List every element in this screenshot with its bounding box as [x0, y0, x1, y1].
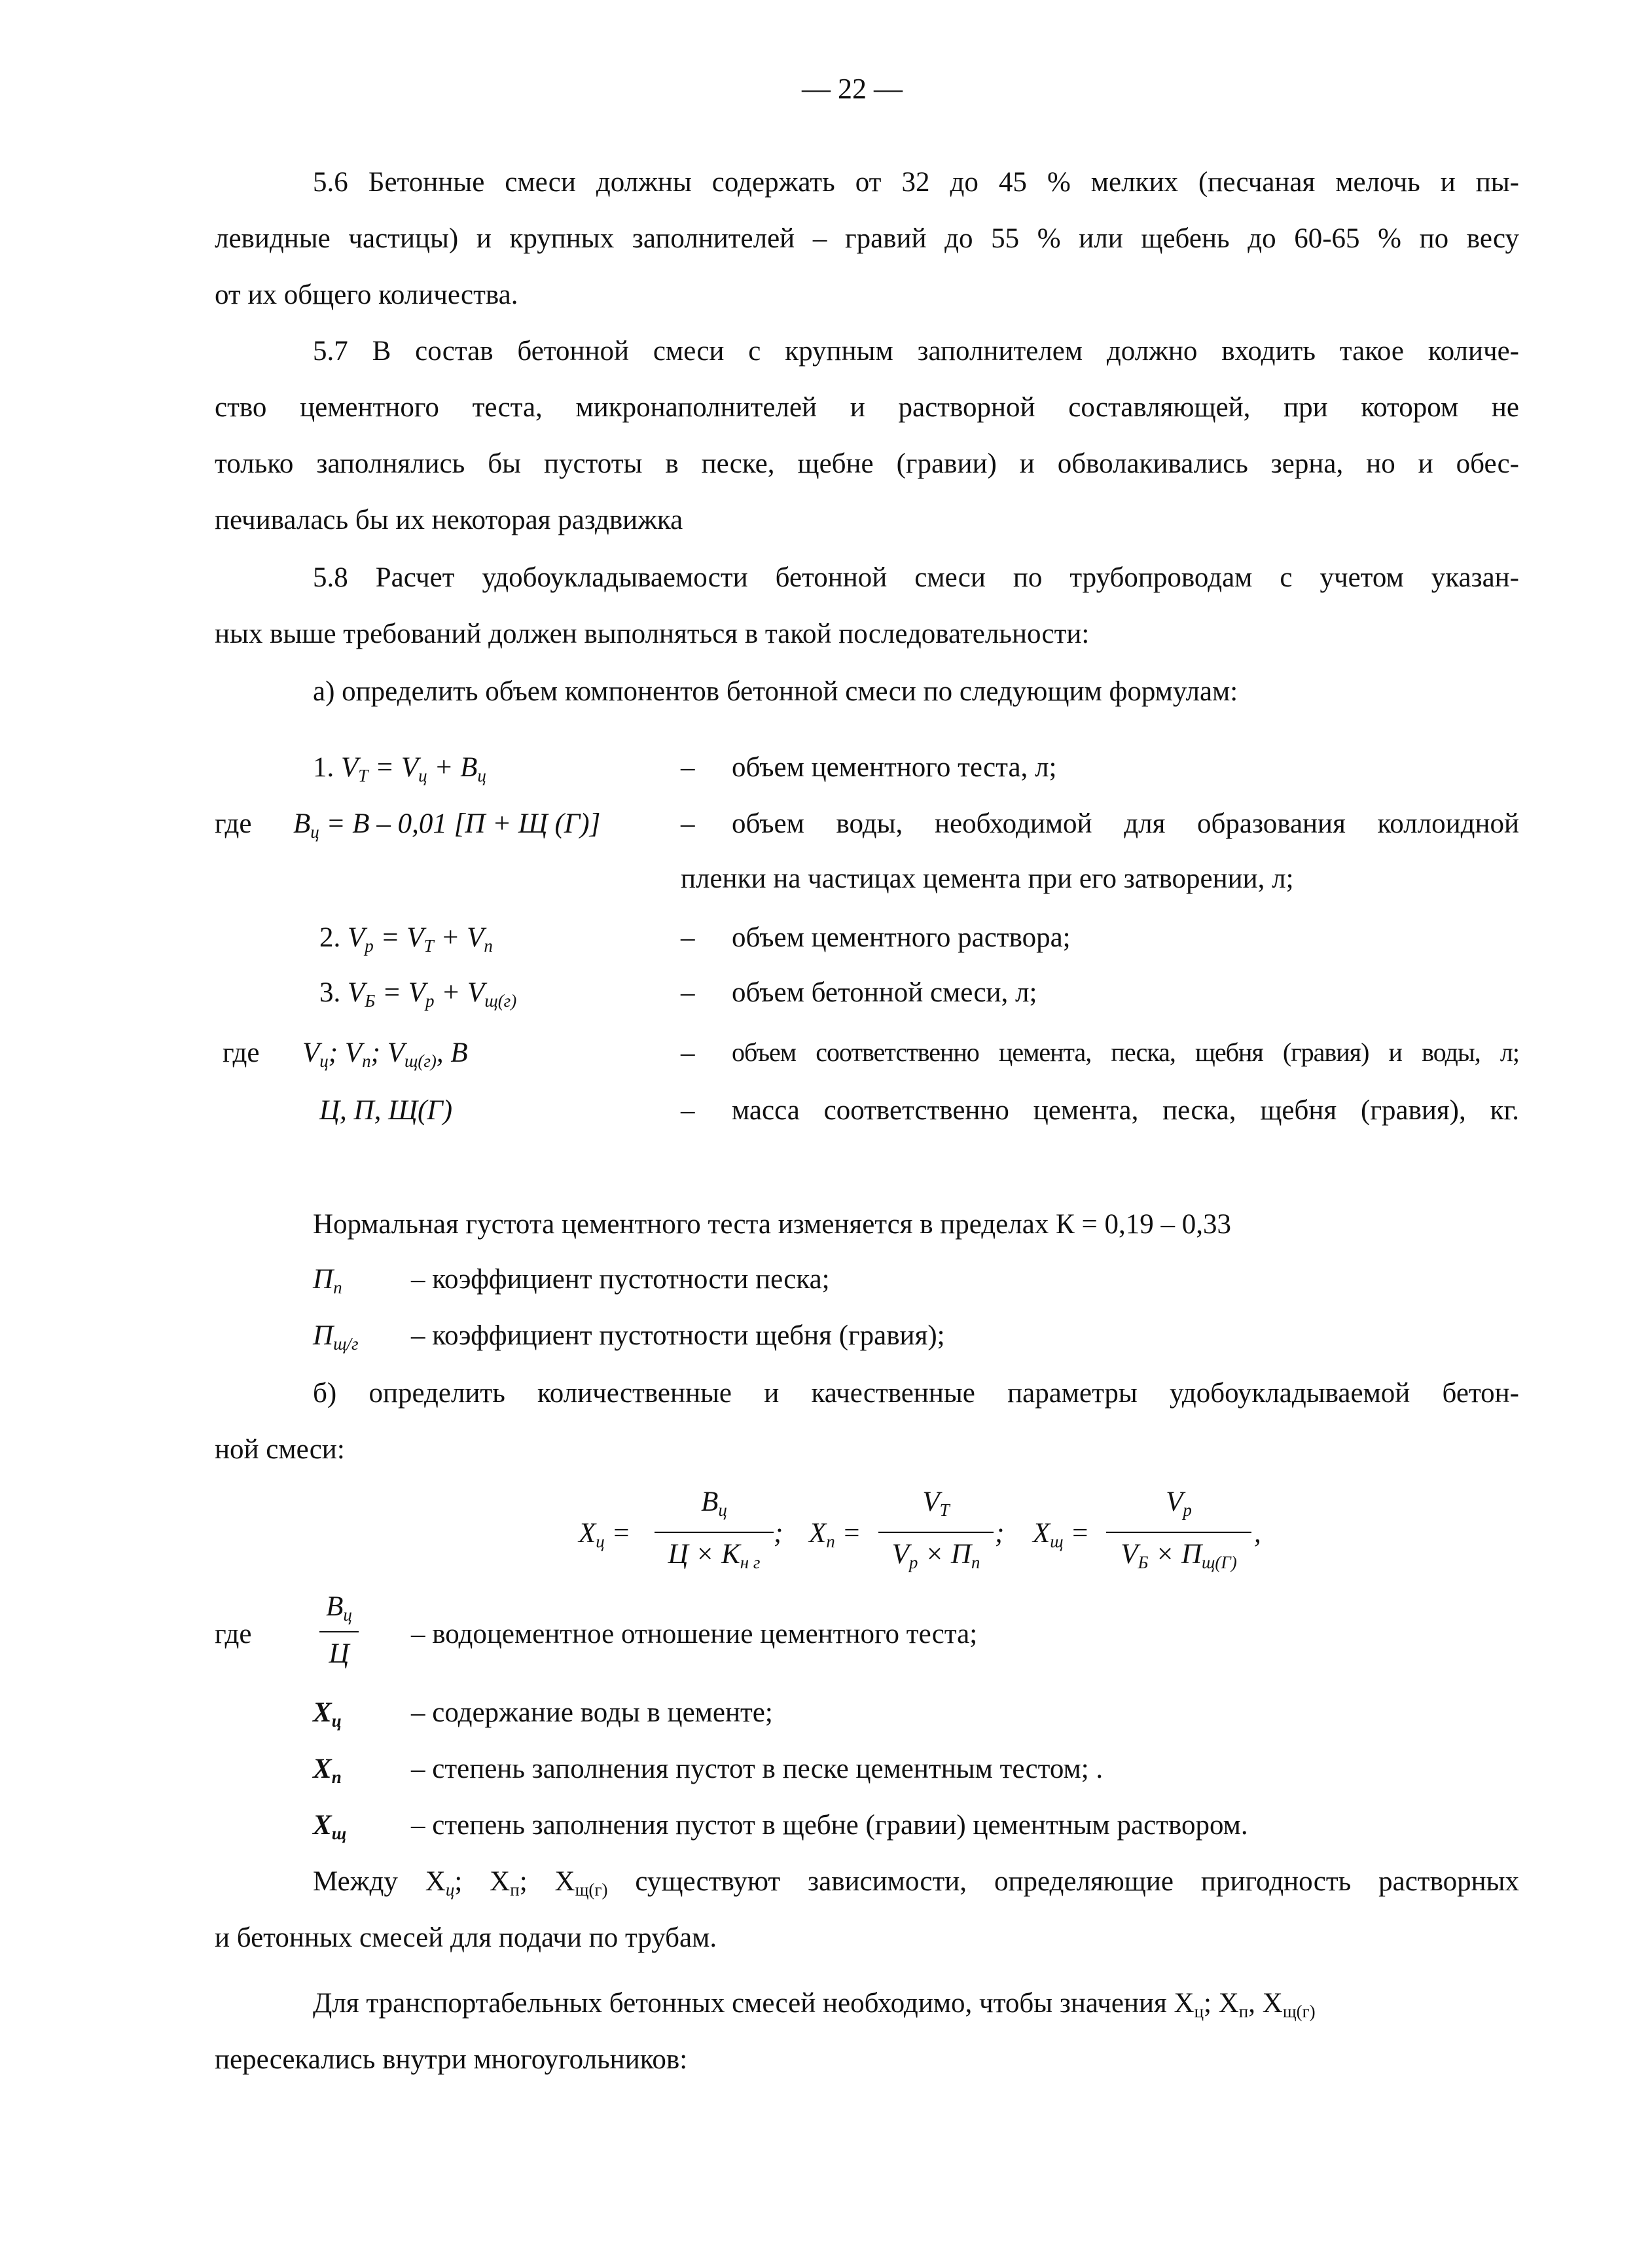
pn-desc: – коэффициент пустотности песка; — [411, 1264, 830, 1295]
item-a: а) определить объем компонентов бетонной смеси по следующим формулам: — [313, 676, 1238, 707]
mass-dash: – — [681, 1095, 695, 1126]
item-b-line-2: ной смеси: — [215, 1434, 345, 1465]
eq-xp-lhs: $X_п$ = — [809, 1518, 861, 1551]
para-5-8-line-2: ных выше требований должен выполняться в такой последовательности: — [215, 619, 1090, 649]
formula-3-dash: – — [681, 977, 695, 1008]
mass-desc: масса соответственно цемента, песка, щебня (гравия), кг. — [732, 1095, 1519, 1126]
volume-desc: объем соответственно цемента, песка, щебня (гравия) и воды, л; — [732, 1037, 1519, 1067]
formula-water: $В_ц = В - 0,01$ [П + Щ (Г)] — [293, 808, 601, 842]
formula-1-dash: – — [681, 752, 695, 783]
eq-xsh-sep: , — [1254, 1518, 1261, 1549]
transport-line-2: пересекались внутри многоугольников: — [215, 2044, 688, 2075]
formula-water-desc: объем воды, необходимой для образования коллоидной — [732, 808, 1519, 839]
volume-dash: – — [681, 1037, 695, 1068]
where-label-2: где — [223, 1037, 260, 1068]
para-5-6-line-3: от их общего количества. — [215, 279, 518, 310]
formula-3-desc: объем бетонной смеси, л; — [732, 977, 1037, 1008]
pshg-desc: – коэффициент пустотности щебня (гравия); — [411, 1320, 945, 1351]
eq-xc-fraction: $В_ц$ $Ц \times К_{н г}$ — [655, 1486, 774, 1577]
eq-xc-lhs: $X_ц$ = — [579, 1518, 631, 1551]
para-5-7-line-2: ство цементного теста, микронаполнителей и растворной составляющей, при котором не — [215, 392, 1519, 423]
eq-xsh-fraction: $V_р$ $V_Б \times П_{щ(Г)}$ — [1106, 1486, 1251, 1577]
formula-2-dash: – — [681, 922, 695, 953]
formula-1-desc: объем цементного теста, л; — [732, 752, 1057, 783]
formula-3: 3. $V_Б = V_р + V_{щ(г)}$ — [319, 977, 517, 1011]
pshg-symbol: $П_{щ/г}$ — [313, 1320, 359, 1354]
formula-2: 2. $V_р = V_Т + V_п$ — [319, 922, 493, 956]
wc-ratio-fraction: $В_ц$ Ц — [319, 1591, 359, 1682]
formula-2-desc: объем цементного раствора; — [732, 922, 1071, 953]
transport-line-1: Для транспортабельных бетонных смесей необходимо, чтобы значения $X_ц$; $X_п$, $X_{щ(г)}$ — [313, 1988, 1316, 2021]
para-5-7-line-4: печивалась бы их некоторая раздвижка — [215, 505, 683, 535]
eq-xsh-lhs: $X_щ$ = — [1033, 1518, 1090, 1551]
xc-symbol: $X_ц$ — [313, 1697, 342, 1731]
xc-desc: – содержание воды в цементе; — [411, 1697, 773, 1728]
where-label-3: где — [215, 1619, 252, 1649]
normal-density-line: Нормальная густота цементного теста изменяется в пределах К = 0,19 – 0,33 — [313, 1209, 1231, 1240]
between-line-2: и бетонных смесей для подачи по трубам. — [215, 1922, 717, 1953]
where-label-1: где — [215, 808, 252, 839]
para-5-7-line-3: только заполнялись бы пустоты в песке, щебне (гравии) и обволакивались зерна, но и обес- — [215, 448, 1519, 479]
eq-xp-sep: ; — [995, 1518, 1005, 1549]
formula-1: 1. $V_T = V_ц + В_ц$ — [313, 752, 486, 785]
para-5-6-line-2: левидные частицы) и крупных заполнителей – гравий до 55 % или щебень до 60-65 % по весу — [215, 223, 1519, 254]
volume-symbols: $V_ц$; $V_п$; $V_{щ(г)}$, В — [302, 1037, 468, 1071]
para-5-6-line-1-justified: 5.6 Бетонные смеси должны содержать от 32 до 45 % мелких (песчаная мелочь и пы- — [313, 167, 1519, 198]
eq-xp-fraction: $V_Т$ $V_р \times П_п$ — [878, 1486, 994, 1577]
between-line-1: Между $X_ц$; $X_п$; $X_{щ(г)}$ существуют зависимости, определяющие пригодность растворных — [313, 1866, 1520, 1900]
para-5-7-line-1: 5.7 В состав бетонной смеси с крупным заполнителем должно входить такое количе- — [313, 336, 1519, 367]
mass-symbols: Ц, П, Щ(Г) — [319, 1095, 453, 1126]
pn-symbol: $П_п$ — [313, 1264, 342, 1297]
eq-xc-sep: ; — [774, 1518, 783, 1549]
para-5-8-line-1: 5.8 Расчет удобоукладываемости бетонной смеси по трубопроводам с учетом указан- — [313, 562, 1519, 593]
formula-water-desc-2: пленки на частицах цемента при его затворении, л; — [681, 863, 1294, 894]
formula-water-dash: – — [681, 808, 695, 839]
page-number: — 22 — — [802, 73, 903, 105]
xp-symbol: $X_п$ — [313, 1754, 342, 1787]
xsh-symbol: $X_щ$ — [313, 1810, 347, 1843]
wc-ratio-desc: – водоцементное отношение цементного теста; — [411, 1619, 978, 1649]
xp-desc: – степень заполнения пустот в песке цементным тестом; . — [411, 1754, 1104, 1784]
xsh-desc: – степень заполнения пустот в щебне (гравии) цементным раствором. — [411, 1810, 1248, 1841]
item-b-line-1: б) определить количественные и качественные параметры удобоукладываемой бетон- — [313, 1378, 1519, 1409]
